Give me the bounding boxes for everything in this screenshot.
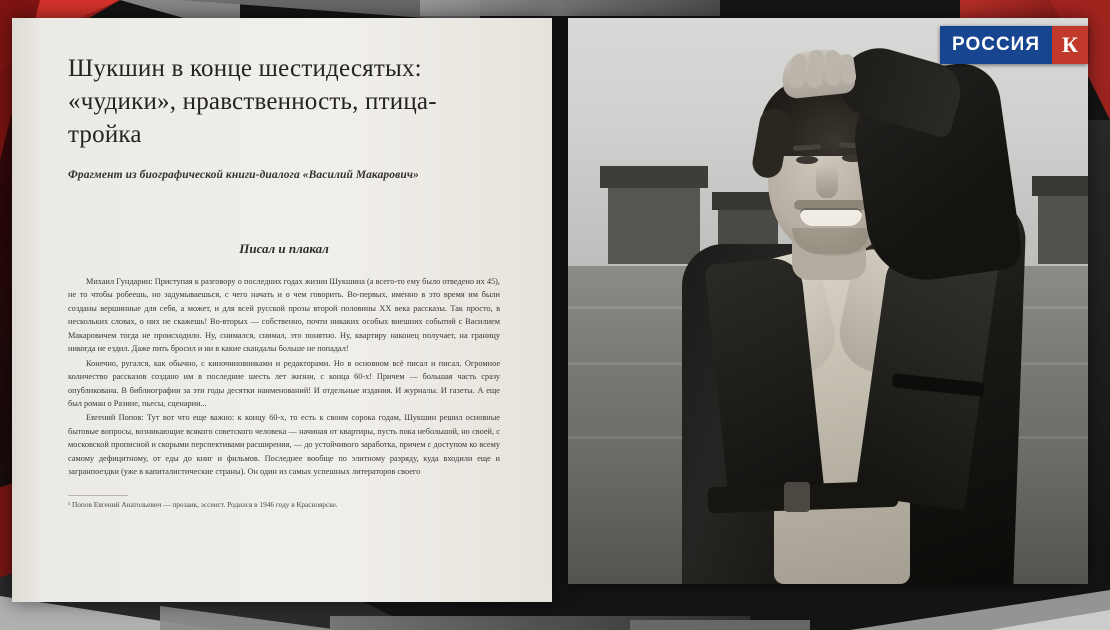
channel-logo <box>940 26 1088 64</box>
photo-eye <box>796 156 818 164</box>
channel-badge: К <box>1052 26 1088 64</box>
bg-shard-bottom-strip-2 <box>630 620 810 630</box>
paragraph: Евгений Попов: Тут вот что еще важно: к концу 60-х, то есть к своим сорока годам, Шукшин решил основные бытовые вопросы, возникающие всякого советского человека — начиная от квартиры, пусть пока небольшой, но своей, с московской прописной и скорыми перспективами расширения, — до устойчивого заработка, причем с доступом ко всему самому дефицитному, от еды до книг и фильмов. Последнее вообще по элитному разряду, куда входили еще и загранпоездки (уже в капиталистические страны). Он один из самых успешных литераторов своего <box>68 413 500 477</box>
book-page-content <box>68 52 500 584</box>
page-title: Шукшин в конце шестидесятых: «чудики», нравственность, птица-тройка <box>68 55 437 148</box>
photo-nose <box>816 164 838 198</box>
photo-finger <box>807 50 825 89</box>
channel-name: РОССИЯ <box>940 26 1052 64</box>
paragraph: Конечно, ругался, как обычно, с киночиновниками и редакторами. Но в основном всё писал и писал. Огромное количество рассказов создано им в последние шесть лет жизни, с конца 60-х! Причем — большая часть сразу опубликована. В библиографии за эти годы десятки наименований! И отдельные издания. И журналы. И газеты. А еще был роман о Разине, пьесы, сценарии... <box>68 358 500 408</box>
footnote-divider <box>68 495 128 496</box>
footnote-text: ¹ Попов Евгений Анатольевич — прозаик, эссеист. Родился в 1946 году в Красноярске. <box>68 499 338 509</box>
photo-mouth <box>800 208 862 226</box>
paragraph: Михаил Гундарин: Приступая к разговору о последних годах жизни Шукшина (а всего-то ему было отведено их 45), не то чтобы робеешь, но задумываешься, с чего начать и о чем говорить. Во-первых, именно в это время им были созданы вершинные для себя, а может, и для всей русской прозы второй половины XX века рассказы. Так просто, в нескольких словах, о них не скажешь! Во-вторых — собственно, почти никаких особых внешних событий с Василием Макаровичем тогда не происходило. Ну, снимался, снимал, это понятно. Ну, квартиру наконец получает, на границу никогда не ездил. Даже пить бросил и ни в какие скандалы больше не попадал! <box>68 277 500 354</box>
photo-house <box>1038 194 1088 264</box>
section-heading: Писал и плакал <box>239 241 329 256</box>
bg-shard-light-bottom-2 <box>160 606 340 630</box>
book-page <box>12 18 552 602</box>
portrait-photo <box>568 18 1088 584</box>
photo-finger <box>824 50 840 87</box>
body-text <box>68 275 500 479</box>
photo-man <box>664 48 1024 584</box>
photo-belt-buckle <box>784 482 810 512</box>
bg-shard-right-dark-band <box>1088 120 1110 540</box>
bg-shard-grey-3 <box>420 0 720 16</box>
bg-shard-light-bottomright-2 <box>990 610 1110 630</box>
page-subtitle: Фрагмент из биографической книги-диалога «Василий Макарович» <box>68 169 419 181</box>
